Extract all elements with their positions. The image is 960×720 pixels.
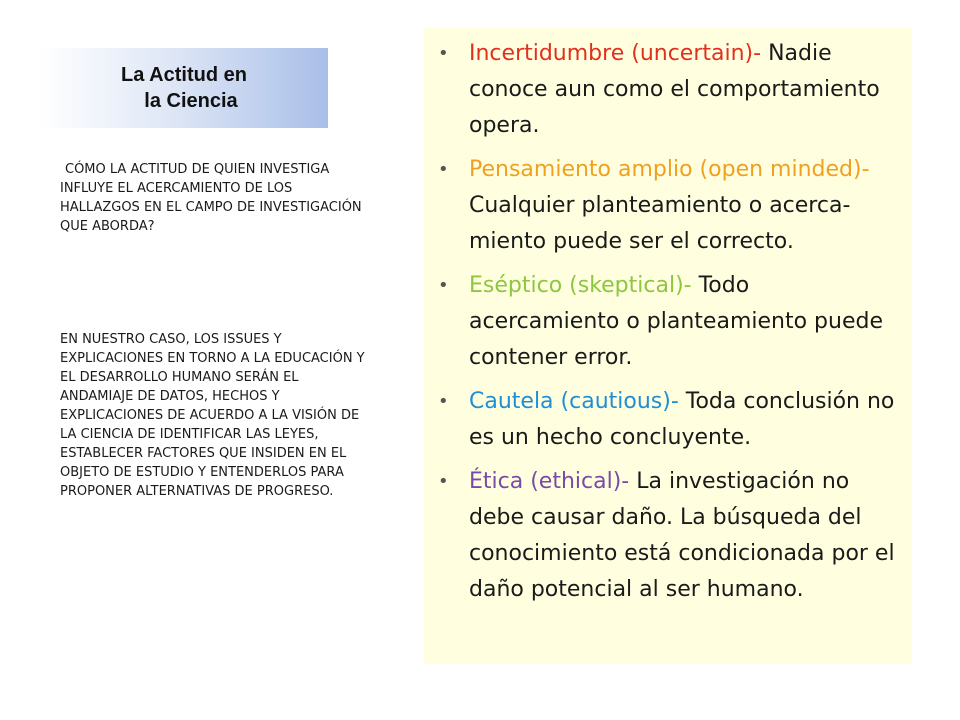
list-item <box>424 464 902 608</box>
attitude-term: Pensamiento amplio (open minded)- <box>469 157 870 182</box>
context-paragraph: EN NUESTRO CASO, LOS ISSUES Y EXPLICACIONES EN TORNO A LA EDUCACIÓN Y EL DESARROLLO HUMANO SERÁN EL ANDAMIAJE DE DATOS, HECHOS Y EXPLICACIONES DE ACUERDO A LA VISIÓN DE LA CIENCIA DE IDENTIFICAR LAS LEYES, ESTABLECER FACTORES QUE INSIDEN EN EL OBJETO DE ESTUDIO Y ENTENDERLOS PARA PROPONER ALTERNATIVAS DE PROGRESO. <box>60 332 365 499</box>
attitudes-list <box>424 36 902 608</box>
attitude-description: Cualquier planteamiento o acerca-miento puede ser el correcto. <box>469 193 851 254</box>
bullet-icon: • <box>438 471 449 492</box>
list-item <box>424 36 902 144</box>
bullet-icon: • <box>438 275 449 296</box>
title-line-2: la Ciencia <box>144 90 238 112</box>
bullet-icon: • <box>438 391 449 412</box>
attitude-description: Todo acercamiento o planteamiento puede contener error. <box>469 273 883 370</box>
attitude-description: Toda conclusión no es un hecho concluyente. <box>469 389 895 450</box>
attitude-description: La investigación no debe causar daño. La búsqueda del conocimiento está condicionada por el daño potencial al ser humano. <box>469 469 895 602</box>
attitude-term: Cautela (cautious)- <box>469 389 679 414</box>
list-item <box>424 268 902 376</box>
attitude-term: Eséptico (skeptical)- <box>469 273 692 298</box>
question-paragraph <box>60 160 370 236</box>
question-text: CÓMO LA ACTITUD DE QUIEN INVESTIGA INFLUYE EL ACERCAMIENTO DE LOS HALLAZGOS EN EL CAMPO DE INVESTIGACIÓN QUE ABORDA? <box>60 162 362 234</box>
slide-title <box>40 48 328 128</box>
attitude-term: Incertidumbre (uncertain)- <box>469 41 762 66</box>
attitude-description: Nadie conoce aun como el comportamiento opera. <box>469 41 880 138</box>
attitude-term: Ética (ethical)- <box>469 469 630 494</box>
title-line-1: La Actitud en <box>121 64 247 86</box>
bullet-icon: • <box>438 159 449 180</box>
list-item <box>424 384 902 456</box>
attitudes-panel <box>424 28 912 664</box>
list-item <box>424 152 902 260</box>
bullet-icon: • <box>438 43 449 64</box>
